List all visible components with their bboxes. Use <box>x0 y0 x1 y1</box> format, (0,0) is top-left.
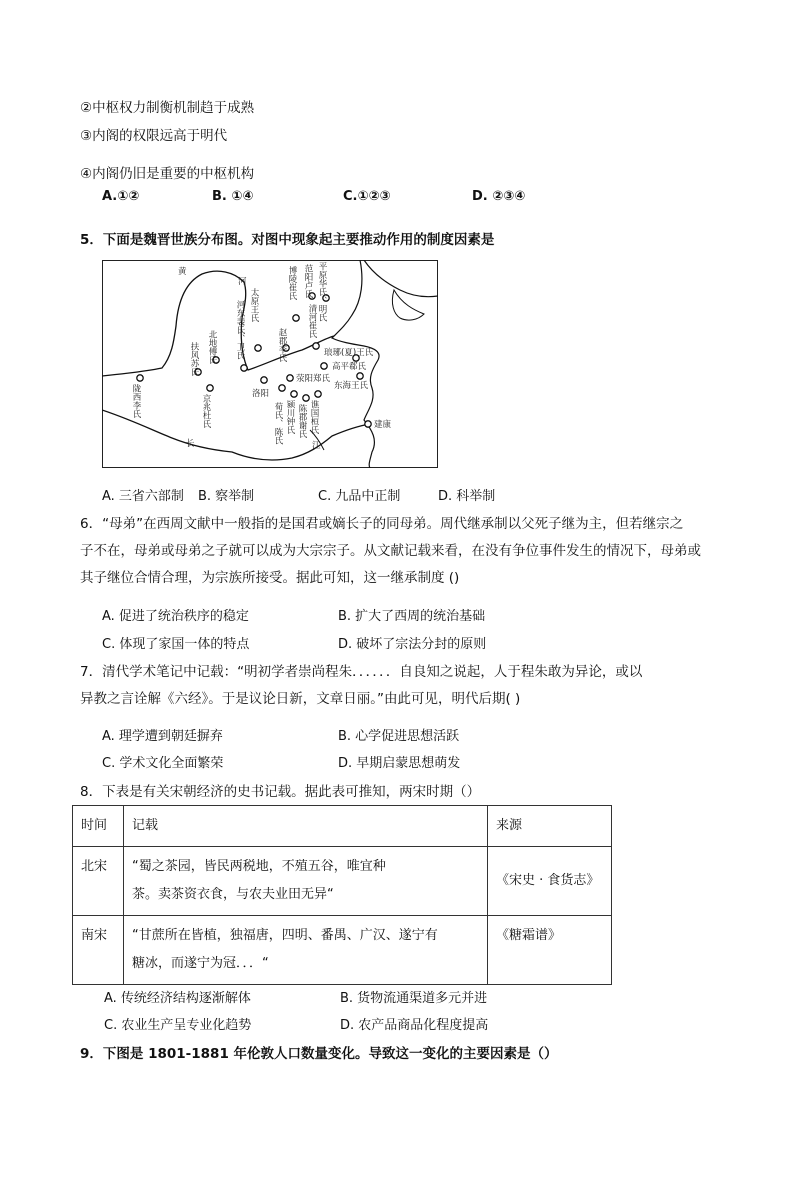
row-time: 南宋 <box>73 916 124 985</box>
q4-item-2: ②中枢权力制衡机制趋于成熟 <box>80 100 255 116</box>
q8-option-b: B. 货物流通渠道多元并进 <box>340 991 488 1006</box>
record-line: “蜀之茶园，皆民两税地，不殖五谷，唯宜种 <box>132 859 386 874</box>
record-line: 茶。卖茶资衣食，与农夫业田无异“ <box>132 887 334 902</box>
svg-text:陈郡谢氏: 陈郡谢氏 <box>297 404 307 438</box>
label-jiang: 江 <box>312 441 321 451</box>
q4-option-d: D. ②③④ <box>472 189 526 204</box>
svg-text:范阳卢氏: 范阳卢氏 <box>303 264 313 298</box>
header-time: 时间 <box>73 806 124 847</box>
q8-option-a: A. 传统经济结构逐渐解体 <box>104 991 251 1006</box>
svg-text:高平郗氏: 高平郗氏 <box>332 362 367 372</box>
table-row <box>73 847 612 916</box>
q4-option-c: C.①②③ <box>343 189 391 204</box>
q5-stem: 5．下面是魏晋世族分布图。对图中现象起主要推动作用的制度因素是 <box>80 232 495 248</box>
svg-text:建康: 建康 <box>374 420 392 430</box>
header-source: 来源 <box>488 806 612 847</box>
q5-option-a: A. 三省六部制 <box>102 489 184 504</box>
q7-option-a: A. 理学遭到朝廷摒弃 <box>102 729 223 744</box>
svg-text:扶风苏氏: 扶风苏氏 <box>189 342 199 376</box>
row-source: 《糖霜谱》 <box>488 916 612 985</box>
q6-line-2: 子不在，母弟或母弟之子就可以成为大宗宗子。从文献记载来看，在没有争位事件发生的情况下，母弟或 <box>80 543 701 559</box>
q8-option-d: D. 农产品商品化程度提高 <box>340 1018 489 1033</box>
q5-option-d: D. 科举制 <box>438 489 496 504</box>
q4-option-b: B. ①④ <box>212 189 254 204</box>
q7-line-1: 7．清代学术笔记中记载：“明初学者崇尚程朱．．．．．．自良知之说起，人于程朱敢为异论，或以 <box>80 664 643 680</box>
header-record: 记载 <box>124 806 488 847</box>
wei-jin-clan-map <box>102 260 438 468</box>
svg-text:琅琊(夏)王氏: 琅琊(夏)王氏 <box>324 348 374 358</box>
q8-stem: 8．下表是有关宋朝经济的史书记载。据此表可推知，两宋时期（） <box>80 784 481 800</box>
row-record <box>124 847 488 916</box>
q7-option-b: B. 心学促进思想活跃 <box>338 729 460 744</box>
q6-line-3: 其子继位合情合理，为宗族所接受。据此可知，这一继承制度 () <box>80 570 460 586</box>
row-source: 《宋史 · 食货志》 <box>488 847 612 916</box>
label-huang: 黄 <box>178 267 187 277</box>
svg-text:北地傅氏: 北地傅氏 <box>207 330 217 364</box>
svg-text:荥阳郑氏: 荥阳郑氏 <box>296 374 331 384</box>
q4-item-4: ④内阁仍旧是重要的中枢机构 <box>80 166 255 182</box>
svg-text:陇西李氏: 陇西李氏 <box>131 384 141 418</box>
label-he: 河 <box>238 277 247 287</box>
q5-option-b: B. 察举制 <box>198 489 255 504</box>
svg-text:河东裴氏、卫氏: 河东裴氏、卫氏 <box>235 300 245 360</box>
svg-text:赵郡李氏: 赵郡李氏 <box>277 328 287 362</box>
q4-item-3: ③内阁的权限远高于明代 <box>80 128 228 144</box>
row-time: 北宋 <box>73 847 124 916</box>
q8-option-c: C. 农业生产呈专业化趋势 <box>104 1018 252 1033</box>
q6-option-b: B. 扩大了西周的统治基础 <box>338 609 486 624</box>
q6-option-d: D. 破坏了宗法分封的原则 <box>338 637 487 652</box>
table-row <box>73 916 612 985</box>
svg-text:谯国桓氏: 谯国桓氏 <box>309 400 319 434</box>
q7-option-d: D. 早期启蒙思想萌发 <box>338 756 461 771</box>
svg-text:博陵崔氏: 博陵崔氏 <box>287 266 297 300</box>
svg-text:洛阳: 洛阳 <box>252 389 270 399</box>
q6-line-1: 6．“母弟”在西周文献中一般指的是国君或嫡长子的同母弟。周代继承制以父死子继为主，但若继宗之 <box>80 516 684 532</box>
row-record <box>124 916 488 985</box>
q6-option-a: A. 促进了统治秩序的稳定 <box>102 609 249 624</box>
q7-option-c: C. 学术文化全面繁荣 <box>102 756 224 771</box>
label-chang: 长 <box>186 439 195 449</box>
svg-text:平原华氏、明氏: 平原华氏、明氏 <box>317 262 327 322</box>
record-line: “甘蔗所在皆植，独福唐，四明、番禺、广汉、遂宁有 <box>132 928 438 943</box>
q4-option-a: A.①② <box>102 189 140 204</box>
table-header-row <box>73 806 612 847</box>
svg-text:清河崔氏: 清河崔氏 <box>307 304 317 338</box>
q5-option-c: C. 九品中正制 <box>318 489 401 504</box>
svg-text:颍川钟氏: 颍川钟氏 <box>285 400 295 434</box>
q9-stem: 9．下图是 1801-1881 年伦敦人口数量变化。导致这一变化的主要因素是（） <box>80 1046 558 1062</box>
svg-text:东海王氏: 东海王氏 <box>334 381 369 391</box>
svg-text:京兆杜氏: 京兆杜氏 <box>201 394 211 428</box>
q8-table <box>72 805 612 985</box>
record-line: 糖冰，而遂宁为冠．．．“ <box>132 956 269 971</box>
q7-line-2: 异教之言诠解《六经》。于是议论日新，文章日丽。”由此可见，明代后期( ) <box>80 691 521 707</box>
svg-text:太原王氏: 太原王氏 <box>249 288 259 322</box>
q6-option-c: C. 体现了家国一体的特点 <box>102 637 250 652</box>
svg-text:荀氏、陈氏: 荀氏、陈氏 <box>273 402 283 445</box>
